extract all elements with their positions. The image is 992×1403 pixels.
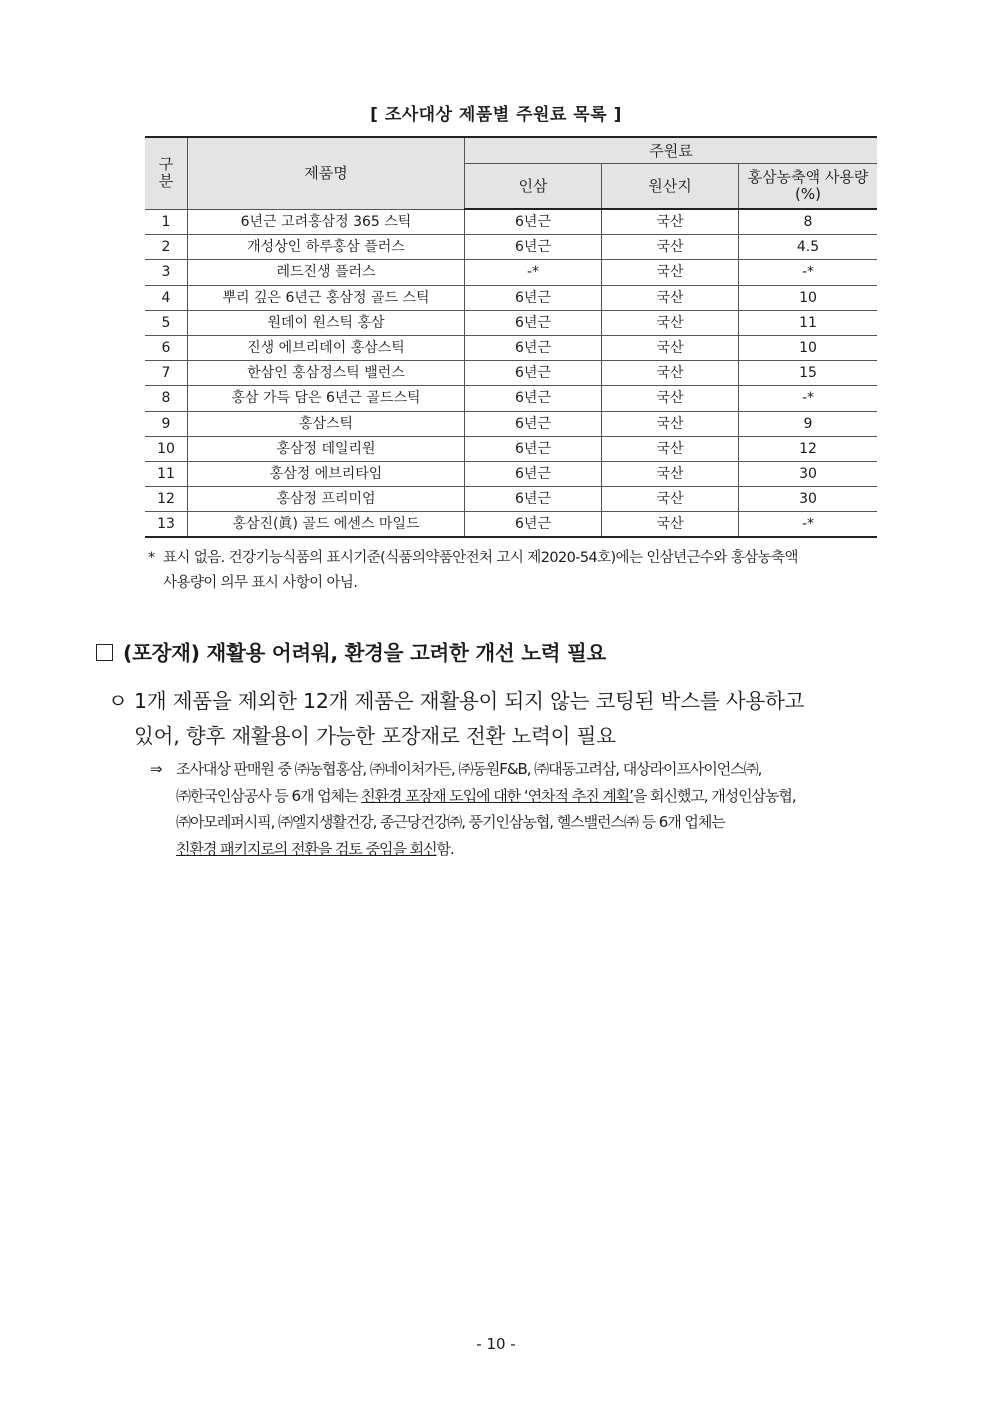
note-line-4-underlined: 친환경 패키지로의 전환을 검토 중임을 회신 <box>176 839 437 858</box>
cell-ginseng: 6년근 <box>465 461 602 486</box>
cell-origin: 국산 <box>602 335 739 360</box>
cell-usage: 15 <box>739 361 878 386</box>
cell-origin: 국산 <box>602 361 739 386</box>
cell-no: 2 <box>145 235 188 260</box>
cell-no: 3 <box>145 260 188 285</box>
cell-origin: 국산 <box>602 260 739 285</box>
table-row <box>145 461 877 486</box>
cell-name: 레드진생 플러스 <box>188 260 465 285</box>
cell-no: 11 <box>145 461 188 486</box>
table-row <box>145 285 877 310</box>
cell-ginseng: 6년근 <box>465 209 602 235</box>
arrow-note <box>150 756 900 862</box>
note-line-2 <box>150 783 900 810</box>
cell-ginseng: 6년근 <box>465 335 602 360</box>
cell-name: 홍삼정 에브리타임 <box>188 461 465 486</box>
note-line-4-b: 함. <box>436 839 454 858</box>
footnote-marker: * <box>148 550 155 566</box>
cell-ginseng: 6년근 <box>465 361 602 386</box>
table-title: [ 조사대상 제품별 주원료 목록 ] <box>370 105 622 125</box>
note-line-2-a: ㈜한국인삼공사 등 6개 업체는 <box>176 786 362 805</box>
cell-no: 8 <box>145 386 188 411</box>
table-row <box>145 235 877 260</box>
note-line-2-b: 을 회신했고, 개성인삼농협, <box>632 786 796 805</box>
note-line-2-underlined: 친환경 포장재 도입에 대한 ‘연차적 추진 계획’ <box>361 786 633 805</box>
header-ginseng: 인삼 <box>465 164 602 210</box>
cell-usage: 9 <box>739 411 878 436</box>
cell-origin: 국산 <box>602 386 739 411</box>
cell-name: 홍삼스틱 <box>188 411 465 436</box>
note-line-3: ㈜아모레퍼시픽, ㈜엘지생활건강, 종근당건강㈜, 풍기인삼농협, 헬스밸런스㈜ 등 6개 업체는 <box>176 813 725 831</box>
cell-no: 9 <box>145 411 188 436</box>
cell-name: 6년근 고려홍삼정 365 스틱 <box>188 209 465 235</box>
table-row <box>145 335 877 360</box>
cell-usage: 4.5 <box>739 235 878 260</box>
cell-ginseng: 6년근 <box>465 436 602 461</box>
cell-origin: 국산 <box>602 512 739 538</box>
cell-ginseng: 6년근 <box>465 285 602 310</box>
note-line-1: 조사대상 판매원 중 ㈜농협홍삼, ㈜네이처가든, ㈜동원F&B, ㈜대동고려삼, 대상라이프사이언스㈜, <box>176 760 762 778</box>
cell-no: 10 <box>145 436 188 461</box>
cell-origin: 국산 <box>602 436 739 461</box>
bullet-paragraph <box>108 684 900 754</box>
table-row <box>145 361 877 386</box>
cell-name: 원데이 원스틱 홍삼 <box>188 310 465 335</box>
table-row <box>145 260 877 285</box>
cell-no: 5 <box>145 310 188 335</box>
cell-name: 홍삼정 프리미엄 <box>188 487 465 512</box>
bullet-marker: ㅇ <box>108 689 128 713</box>
cell-name: 진생 에브리데이 홍삼스틱 <box>188 335 465 360</box>
bullet-line-2: 있어, 향후 재활용이 가능한 포장재로 전환 노력이 필요 <box>134 724 616 748</box>
cell-name: 뿌리 깊은 6년근 홍삼정 골드 스틱 <box>188 285 465 310</box>
cell-usage: 10 <box>739 285 878 310</box>
header-product-name: 제품명 <box>188 137 465 209</box>
table-row <box>145 386 877 411</box>
header-origin: 원산지 <box>602 164 739 210</box>
cell-name: 한삼인 홍삼정스틱 밸런스 <box>188 361 465 386</box>
cell-origin: 국산 <box>602 235 739 260</box>
cell-ginseng: 6년근 <box>465 487 602 512</box>
table-row <box>145 411 877 436</box>
cell-ginseng: 6년근 <box>465 386 602 411</box>
footnote-line-1: 표시 없음. 건강기능식품의 표시기준(식품의약품안전처 고시 제2020-54호)에는 인삼년근수와 홍삼농축액 <box>163 550 798 566</box>
cell-usage: 10 <box>739 335 878 360</box>
cell-origin: 국산 <box>602 285 739 310</box>
section-heading <box>96 636 606 666</box>
cell-ginseng: 6년근 <box>465 411 602 436</box>
cell-usage: 11 <box>739 310 878 335</box>
cell-no: 4 <box>145 285 188 310</box>
cell-origin: 국산 <box>602 209 739 235</box>
cell-no: 6 <box>145 335 188 360</box>
ingredient-table <box>145 136 877 538</box>
cell-origin: 국산 <box>602 487 739 512</box>
table-row <box>145 209 877 235</box>
cell-usage: 12 <box>739 436 878 461</box>
cell-name: 홍삼정 데일리원 <box>188 436 465 461</box>
bullet-line-1: 1개 제품을 제외한 12개 제품은 재활용이 되지 않는 코팅된 박스를 사용하고 <box>134 689 805 713</box>
cell-no: 7 <box>145 361 188 386</box>
header-extract-usage: 홍삼농축액 사용량(%) <box>739 164 878 210</box>
table-row <box>145 436 877 461</box>
cell-name: 개성상인 하루홍삼 플러스 <box>188 235 465 260</box>
cell-usage: -* <box>739 512 878 538</box>
cell-no: 13 <box>145 512 188 538</box>
cell-usage: 30 <box>739 461 878 486</box>
page-number: - 10 - <box>476 1335 516 1353</box>
cell-usage: 30 <box>739 487 878 512</box>
cell-origin: 국산 <box>602 461 739 486</box>
cell-origin: 국산 <box>602 310 739 335</box>
cell-usage: 8 <box>739 209 878 235</box>
footnote-line-2: 사용량이 의무 표시 사항이 아님. <box>163 575 358 591</box>
checkbox-square-icon <box>96 644 113 661</box>
cell-name: 홍삼 가득 담은 6년근 골드스틱 <box>188 386 465 411</box>
arrow-marker: ⇒ <box>150 760 162 778</box>
table-row <box>145 512 877 538</box>
header-main-ingredient: 주원료 <box>465 137 878 164</box>
cell-usage: -* <box>739 386 878 411</box>
cell-ginseng: -* <box>465 260 602 285</box>
table-row <box>145 310 877 335</box>
cell-ginseng: 6년근 <box>465 310 602 335</box>
header-gubun: 구분 <box>145 137 188 209</box>
cell-origin: 국산 <box>602 411 739 436</box>
footnote <box>148 546 900 596</box>
section-heading-text: (포장재) 재활용 어려워, 환경을 고려한 개선 노력 필요 <box>123 641 607 665</box>
cell-name: 홍삼진(眞) 골드 에센스 마일드 <box>188 512 465 538</box>
cell-no: 12 <box>145 487 188 512</box>
cell-no: 1 <box>145 209 188 235</box>
cell-usage: -* <box>739 260 878 285</box>
cell-ginseng: 6년근 <box>465 235 602 260</box>
note-line-4 <box>150 836 900 863</box>
cell-ginseng: 6년근 <box>465 512 602 538</box>
table-row <box>145 487 877 512</box>
